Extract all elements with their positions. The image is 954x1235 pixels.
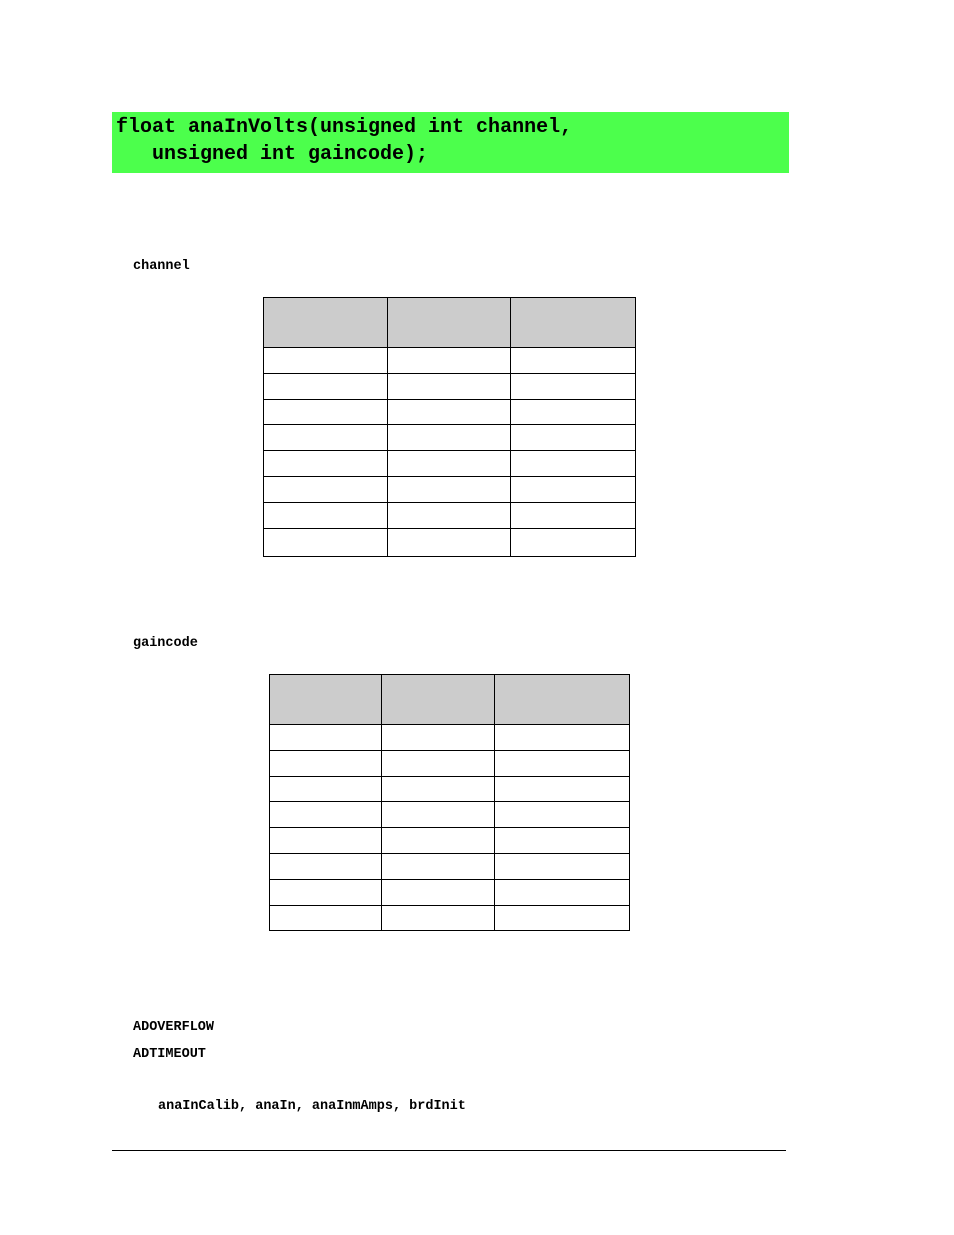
table-cell	[382, 750, 495, 776]
table-cell	[495, 853, 630, 879]
table-header-cell	[264, 298, 388, 348]
parameter-gaincode-name: gaincode	[133, 636, 198, 651]
table-cell	[388, 399, 511, 425]
table-cell	[495, 750, 630, 776]
table-row	[270, 853, 630, 879]
table-row	[270, 802, 630, 828]
table-header-cell	[495, 675, 630, 725]
signature-line-2: unsigned int gaincode);	[116, 143, 429, 166]
table-header-cell	[270, 675, 382, 725]
table-row	[264, 373, 636, 399]
table-cell	[382, 879, 495, 905]
table-cell	[495, 828, 630, 854]
table-row	[264, 425, 636, 451]
table-cell	[511, 348, 636, 374]
table-cell	[511, 373, 636, 399]
table-row	[270, 879, 630, 905]
table-cell	[495, 725, 630, 751]
table-cell	[388, 451, 511, 477]
table-cell	[511, 425, 636, 451]
table-cell	[511, 399, 636, 425]
channel-table	[263, 297, 636, 557]
table-row	[270, 776, 630, 802]
table-cell	[382, 853, 495, 879]
table-cell	[495, 802, 630, 828]
table-cell	[388, 476, 511, 502]
table-cell	[495, 776, 630, 802]
table-cell	[382, 905, 495, 931]
see-also-list: anaInCalib, anaIn, anaInmAmps, brdInit	[158, 1099, 466, 1114]
table-cell	[264, 399, 388, 425]
footer-rule	[112, 1150, 786, 1151]
table-cell	[270, 725, 382, 751]
table-cell	[264, 348, 388, 374]
table-cell	[382, 725, 495, 751]
table-cell	[264, 502, 388, 528]
table-cell	[382, 776, 495, 802]
table-row	[264, 502, 636, 528]
table-header-row	[264, 298, 636, 348]
table-row	[264, 451, 636, 477]
signature-line-1: float anaInVolts(unsigned int channel,	[116, 116, 573, 139]
table-row	[264, 528, 636, 556]
table-cell	[264, 528, 388, 556]
parameter-channel-name: channel	[133, 259, 190, 274]
table-cell	[388, 348, 511, 374]
gaincode-table	[269, 674, 630, 931]
table-cell	[388, 528, 511, 556]
table-cell	[270, 750, 382, 776]
table-cell	[382, 802, 495, 828]
table-cell	[511, 476, 636, 502]
table-header-row	[270, 675, 630, 725]
table-row	[270, 725, 630, 751]
table-cell	[388, 502, 511, 528]
table-row	[264, 399, 636, 425]
table-cell	[264, 476, 388, 502]
error-code-adoverflow: ADOVERFLOW	[133, 1020, 215, 1035]
table-cell	[270, 776, 382, 802]
table-header-cell	[382, 675, 495, 725]
table-cell	[264, 451, 388, 477]
function-signature	[112, 112, 789, 173]
table-cell	[270, 905, 382, 931]
table-cell	[270, 802, 382, 828]
table-cell	[270, 879, 382, 905]
table-row	[270, 750, 630, 776]
table-cell	[264, 373, 388, 399]
table-row	[264, 476, 636, 502]
table-cell	[264, 425, 388, 451]
table-row	[270, 905, 630, 931]
table-cell	[382, 828, 495, 854]
table-cell	[270, 828, 382, 854]
table-cell	[388, 425, 511, 451]
table-header-cell	[511, 298, 636, 348]
table-cell	[511, 502, 636, 528]
table-cell	[511, 528, 636, 556]
table-cell	[495, 905, 630, 931]
error-code-adtimeout: ADTIMEOUT	[133, 1047, 206, 1062]
table-header-cell	[388, 298, 511, 348]
table-cell	[495, 879, 630, 905]
table-cell	[388, 373, 511, 399]
table-row	[264, 348, 636, 374]
table-cell	[511, 451, 636, 477]
table-cell	[270, 853, 382, 879]
table-row	[270, 828, 630, 854]
